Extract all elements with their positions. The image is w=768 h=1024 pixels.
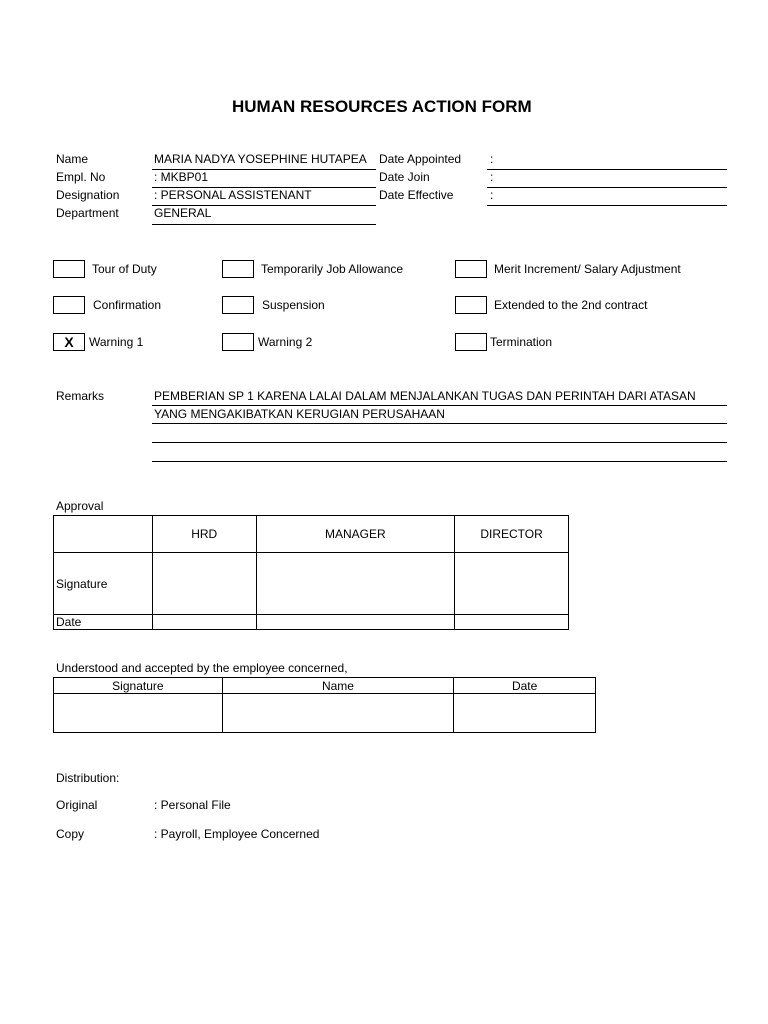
original-label: Original (56, 798, 98, 812)
remarks-label: Remarks (56, 389, 105, 403)
remarks-underline-3 (152, 442, 727, 443)
approval-table (53, 515, 569, 630)
extended-contract-label: Extended to the 2nd contract (494, 298, 648, 312)
date-join-value: : (490, 170, 494, 184)
date-effective-value: : (490, 188, 494, 202)
designation-label: Designation (56, 188, 120, 202)
date-effective-underline (487, 205, 727, 206)
name-value: MARIA NADYA YOSEPHINE HUTAPEA (154, 152, 367, 166)
employee-name-cell[interactable] (222, 694, 454, 733)
department-underline (152, 224, 376, 225)
warning-2-checkbox[interactable] (222, 333, 254, 351)
remarks-line-1: PEMBERIAN SP 1 KARENA LALAI DALAM MENJALANKAN TUGAS DAN PERINTAH DARI ATASAN (154, 389, 696, 403)
empl-no-value: : MKBP01 (154, 170, 209, 184)
date-join-label: Date Join (379, 170, 430, 184)
warning-1-label: Warning 1 (89, 335, 144, 349)
department-label: Department (56, 206, 119, 220)
approval-label: Approval (56, 499, 104, 513)
tour-of-duty-label: Tour of Duty (92, 262, 157, 276)
acceptance-header-row (54, 678, 596, 694)
remarks-underline-2 (152, 423, 727, 424)
extended-contract-checkbox[interactable] (455, 296, 487, 314)
employee-signature-cell[interactable] (54, 694, 223, 733)
date-join-underline (487, 187, 727, 188)
name-label: Name (56, 152, 89, 166)
date-appointed-value: : (490, 152, 494, 166)
suspension-label: Suspension (262, 298, 325, 312)
date-effective-label: Date Effective (379, 188, 454, 202)
hrd-date-cell[interactable] (152, 615, 256, 630)
merit-increment-checkbox[interactable] (455, 260, 487, 278)
acceptance-entry-row (54, 694, 596, 733)
director-date-cell[interactable] (455, 615, 569, 630)
termination-label: Termination (490, 335, 553, 349)
empl-no-label: Empl. No (56, 170, 106, 184)
acceptance-col-signature: Signature (54, 678, 223, 694)
date-appointed-label: Date Appointed (379, 152, 462, 166)
acceptance-col-name: Name (222, 678, 454, 694)
hrd-signature-cell[interactable] (152, 553, 256, 615)
acceptance-col-date: Date (454, 678, 596, 694)
confirmation-label: Confirmation (93, 298, 162, 312)
merit-increment-label: Merit Increment/ Salary Adjustment (494, 262, 681, 276)
remarks-underline-1 (152, 405, 727, 406)
empl-no-underline (152, 187, 376, 188)
temporarily-job-allowance-checkbox[interactable] (222, 260, 254, 278)
approval-date-row (54, 615, 569, 630)
approval-date-label: Date (54, 615, 153, 630)
designation-underline (152, 205, 376, 206)
suspension-checkbox[interactable] (222, 296, 254, 314)
approval-header-row (54, 516, 569, 553)
acceptance-label: Understood and accepted by the employee concerned, (56, 661, 348, 675)
warning-1-checkbox[interactable]: X (53, 333, 85, 351)
original-value: : Personal File (154, 798, 231, 812)
termination-checkbox[interactable] (455, 333, 487, 351)
copy-value: : Payroll, Employee Concerned (154, 827, 320, 841)
designation-value: : PERSONAL ASSISTENANT (154, 188, 312, 202)
approval-col-director: DIRECTOR (455, 516, 569, 553)
temporarily-job-allowance-label: Temporarily Job Allowance (261, 262, 404, 276)
approval-col-hrd: HRD (152, 516, 256, 553)
remarks-underline-4 (152, 461, 727, 462)
form-title: HUMAN RESOURCES ACTION FORM (232, 97, 532, 116)
employee-date-cell[interactable] (454, 694, 596, 733)
date-appointed-underline (487, 169, 727, 170)
remarks-line-2: YANG MENGAKIBATKAN KERUGIAN PERUSAHAAN (154, 407, 445, 421)
department-value: GENERAL (154, 206, 212, 220)
distribution-label: Distribution: (56, 771, 120, 785)
warning-2-label: Warning 2 (258, 335, 313, 349)
director-signature-cell[interactable] (455, 553, 569, 615)
approval-header-blank (54, 516, 153, 553)
copy-label: Copy (56, 827, 85, 841)
tour-of-duty-checkbox[interactable] (53, 260, 85, 278)
manager-date-cell[interactable] (256, 615, 455, 630)
acceptance-table (53, 677, 596, 733)
manager-signature-cell[interactable] (256, 553, 455, 615)
approval-col-manager: MANAGER (256, 516, 455, 553)
confirmation-checkbox[interactable] (53, 296, 85, 314)
approval-signature-label: Signature (54, 553, 153, 615)
name-underline (152, 169, 376, 170)
approval-signature-row (54, 553, 569, 615)
